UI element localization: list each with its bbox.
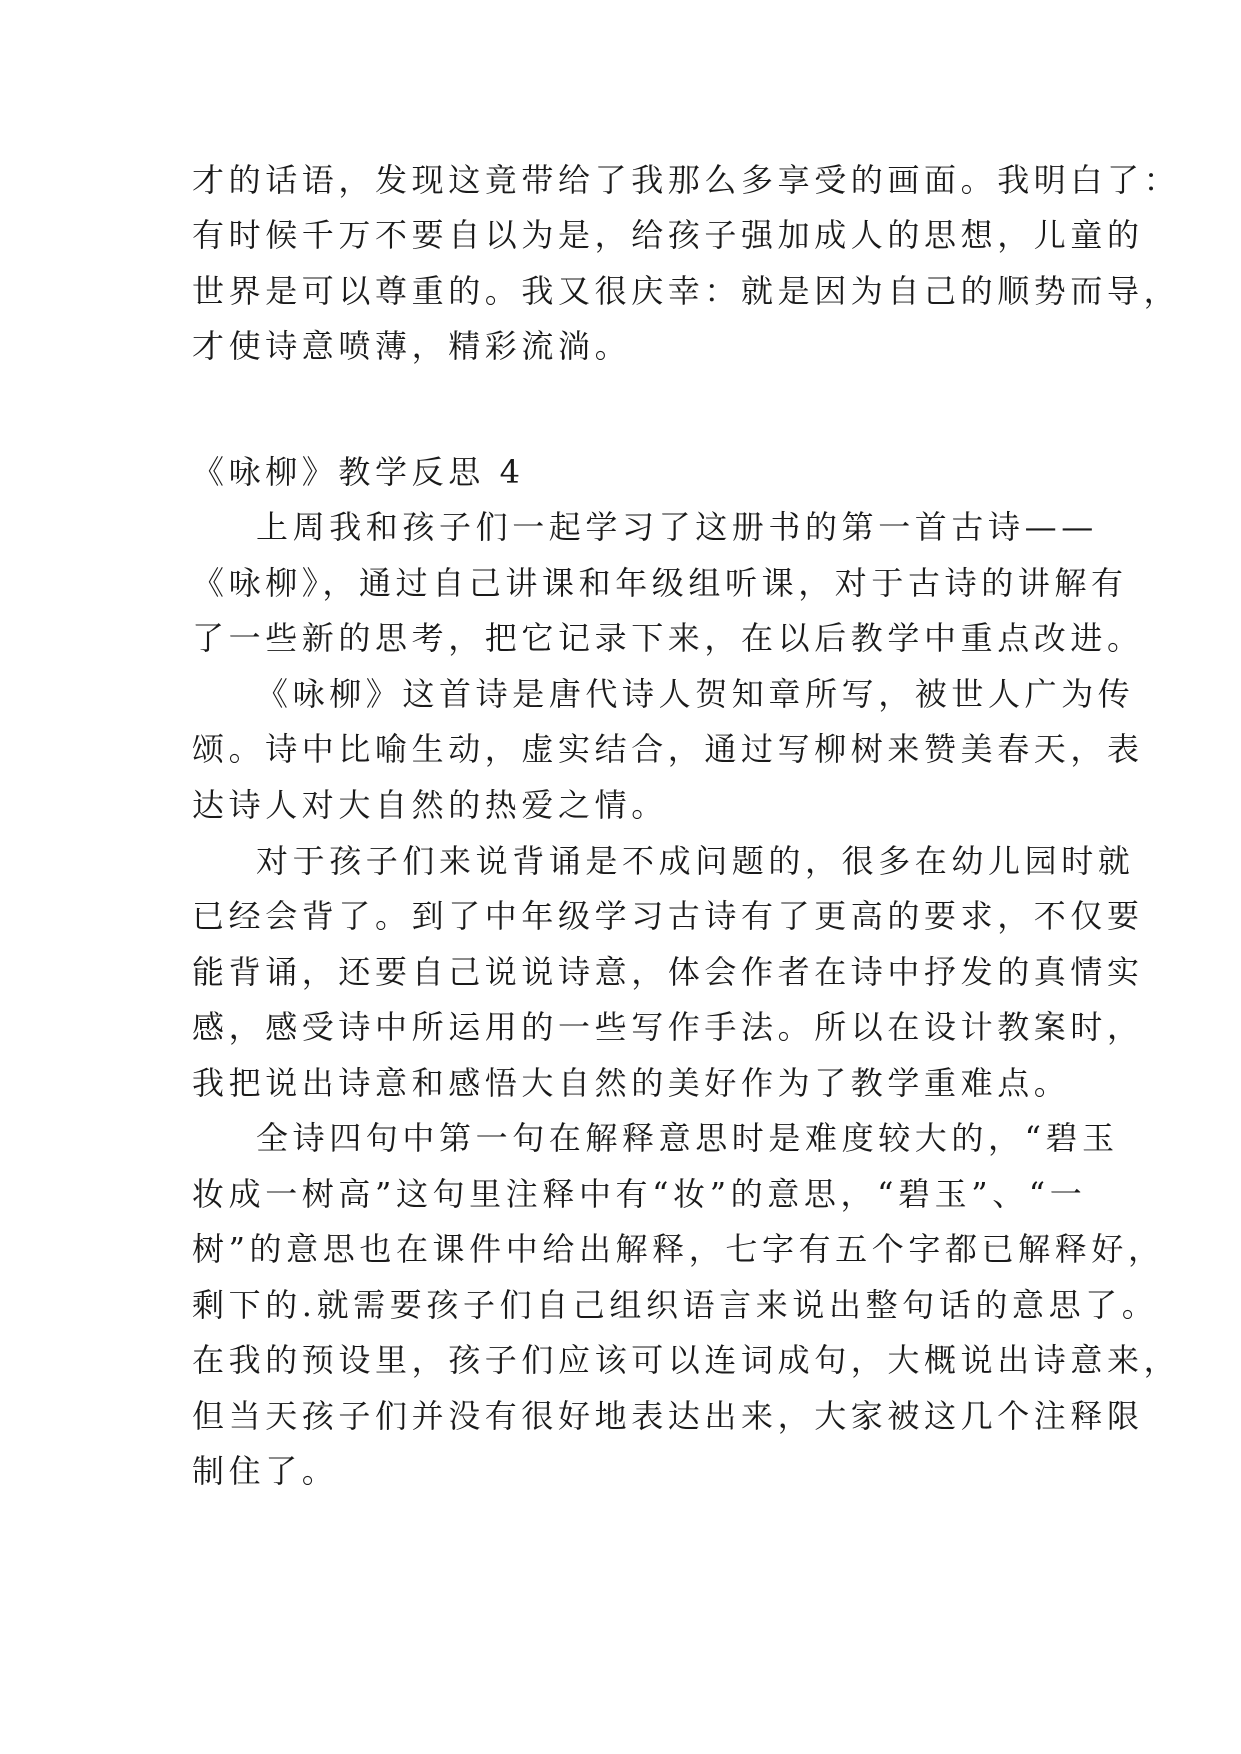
text-line: 我把说出诗意和感悟大自然的美好作为了教学重难点。 [192,1064,1071,1102]
text-line: 但当天孩子们并没有很好地表达出来，大家被这几个注释限 [192,1397,1144,1435]
text-line: 剩下的.就需要孩子们自己组织语言来说出整句话的意思了。 [192,1286,1159,1324]
text-line: 妆成一树高”这句里注释中有“妆”的意思，“碧玉”、“一 [192,1175,1087,1213]
text-line: 能背诵，还要自己说说诗意，体会作者在诗中抒发的真情实 [192,953,1144,991]
text-line: 对于孩子们来说背诵是不成问题的，很多在幼儿园时就 [256,842,1135,880]
text-line: 才的话语，发现这竟带给了我那么多享受的画面。我明白了： [192,161,1181,199]
text-line: 全诗四句中第一句在解释意思时是难度较大的，“碧玉 [256,1119,1119,1157]
text-line: 《咏柳》这首诗是唐代诗人贺知章所写，被世人广为传 [256,675,1135,713]
text-line: 达诗人对大自然的热爱之情。 [192,786,668,824]
text-line: 世界是可以尊重的。我又很庆幸：就是因为自己的顺势而导， [192,272,1181,310]
text-line: 在我的预设里，孩子们应该可以连词成句，大概说出诗意来， [192,1341,1181,1379]
text-line: 上周我和孩子们一起学习了这册书的第一首古诗—— [256,508,1098,546]
section-title: 《咏柳》教学反思 4 [192,453,525,491]
text-line: 树”的意思也在课件中给出解释，七字有五个字都已解释好， [192,1230,1165,1268]
text-line: 有时候千万不要自以为是，给孩子强加成人的思想，儿童的 [192,216,1144,254]
text-line: 感，感受诗中所运用的一些写作手法。所以在设计教案时， [192,1008,1144,1046]
text-line: 颂。诗中比喻生动，虚实结合，通过写柳树来赞美春天，表 [192,730,1144,768]
text-line: 才使诗意喷薄，精彩流淌。 [192,327,632,365]
text-line: 了一些新的思考，把它记录下来，在以后教学中重点改进。 [192,619,1144,657]
text-line: 已经会背了。到了中年级学习古诗有了更高的要求，不仅要 [192,897,1144,935]
text-line: 制住了。 [192,1452,339,1490]
text-line: 《咏柳》，通过自己讲课和年级组听课，对于古诗的讲解有 [192,564,1128,602]
